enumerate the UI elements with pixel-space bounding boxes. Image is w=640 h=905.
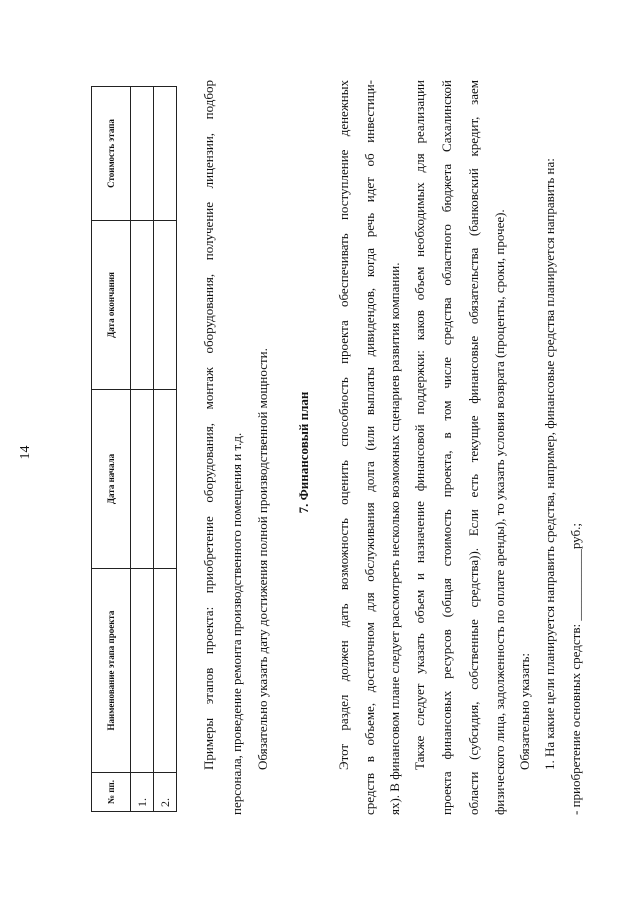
paragraph-line: Обязательно указать: [517, 653, 532, 770]
table-cell [131, 390, 154, 569]
table-cell: 1. [131, 773, 154, 812]
table-header-cell: № пп. [92, 773, 131, 812]
table-row [154, 87, 177, 812]
paragraph-line: Этот раздел должен дать возможность оценить способность проекта обеспечивать поступление денежных [336, 80, 351, 770]
list-item: - приобретение основных средств: ___________руб.; [568, 523, 583, 815]
table-cell [154, 221, 177, 390]
table-header-cell: Дата окончания [92, 221, 131, 390]
table-cell: 2. [154, 773, 177, 812]
paragraph-line: проекта финансовых ресурсов (общая стоимость проекта, в том числе средства областного бюджета Сахалинской [439, 80, 454, 815]
table-cell [131, 87, 154, 221]
paragraph-line: Также следует указать объем и назначение финансовой поддержки: каков объем необходимых для реализации [412, 80, 427, 770]
paragraph-line: средств в объеме, достаточном для обслуживания долга (или выплаты дивидендов, когда речь идет об инвестици- [362, 80, 377, 815]
table-header-cell: Дата начала [92, 390, 131, 569]
table-header-cell: Наименование этапа проекта [92, 569, 131, 773]
paragraph-line: области (субсидия, собственные средства)). Если есть текущие финансовые обязательства (банковский кредит, заем [466, 80, 481, 815]
list-item: 1. На какие цели планируется направить средства, например, финансовые средства планируется направить на: [542, 158, 557, 770]
table-cell [154, 569, 177, 773]
table-cell [154, 87, 177, 221]
paragraph-line: физического лица, задолженность по оплате аренды), то указать условия возврата (проценты, сроки, прочее). [492, 209, 507, 815]
paragraph-line: Примеры этапов проекта: приобретение оборудования, монтаж оборудования, получение лицензии, подбор [201, 80, 216, 770]
paragraph-line: ях). В финансовом плане следует рассмотреть несколько возможных сценариев развития компании. [387, 262, 402, 815]
paragraph-line: Обязательно указать дату достижения полной производственной мощности. [255, 348, 270, 770]
table-header-row [92, 87, 131, 812]
table-cell [154, 390, 177, 569]
table-cell [131, 221, 154, 390]
table-cell [131, 569, 154, 773]
table-header-cell: Стоимость этапа [92, 87, 131, 221]
project-stages-table [91, 86, 177, 812]
section-title: 7. Финансовый план [296, 391, 311, 514]
paragraph-line: персонала, проведение ремонта производственного помещения и т.д. [229, 432, 244, 815]
page-number: 14 [18, 445, 33, 460]
table-row [131, 87, 154, 812]
